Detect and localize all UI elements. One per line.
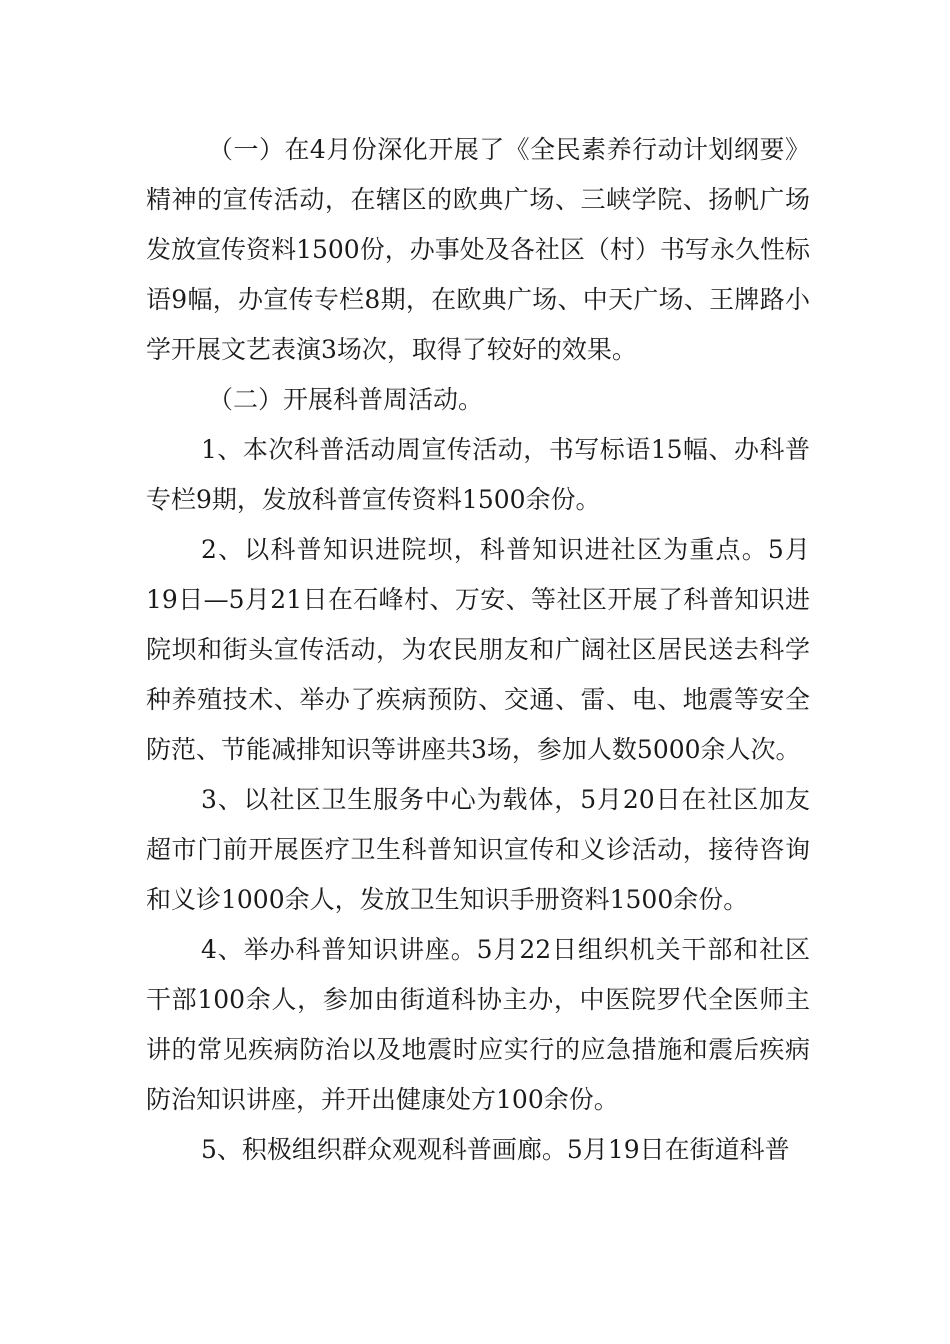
paragraph-4: 2、以科普知识进院坝，科普知识进社区为重点。5月19日—5月21日在石峰村、万安、等社区开展了科普知识进院坝和街头宣传活动，为农民朋友和广阔社区居民送去科学种养殖技术、举办了疾病预防、交通、雷、电、地震等安全防范、节能减排知识等讲座共3场，参加人数5000余人次。	[146, 535, 810, 764]
paragraph-5: 3、以社区卫生服务中心为载体，5月20日在社区加友超市门前开展医疗卫生科普知识宣传和义诊活动，接待咨询和义诊1000余人，发放卫生知识手册资料1500余份。	[146, 785, 810, 914]
paragraph-2-heading: （二）开展科普周活动。	[208, 385, 484, 414]
document-body	[146, 125, 810, 1175]
paragraph-3: 1、本次科普活动周宣传活动，书写标语15幅、办科普专栏9期，发放科普宣传资料1500余份。	[146, 435, 810, 514]
paragraph-1: （一）在4月份深化开展了《全民素养行动计划纲要》精神的宣传活动，在辖区的欧典广场、三峡学院、扬帆广场发放宣传资料1500份，办事处及各社区（村）书写永久性标语9幅，办宣传专栏8期，在欧典广场、中天广场、王牌路小学开展文艺表演3场次，取得了较好的效果。	[146, 135, 810, 364]
paragraph-6: 4、举办科普知识讲座。5月22日组织机关干部和社区干部100余人，参加由街道科协主办，中医院罗代全医师主讲的常见疾病防治以及地震时应实行的应急措施和震后疾病防治知识讲座，并开出健康处方100余份。	[146, 935, 810, 1114]
paragraph-7: 5、积极组织群众观观科普画廊。5月19日在街道科普	[201, 1135, 790, 1164]
